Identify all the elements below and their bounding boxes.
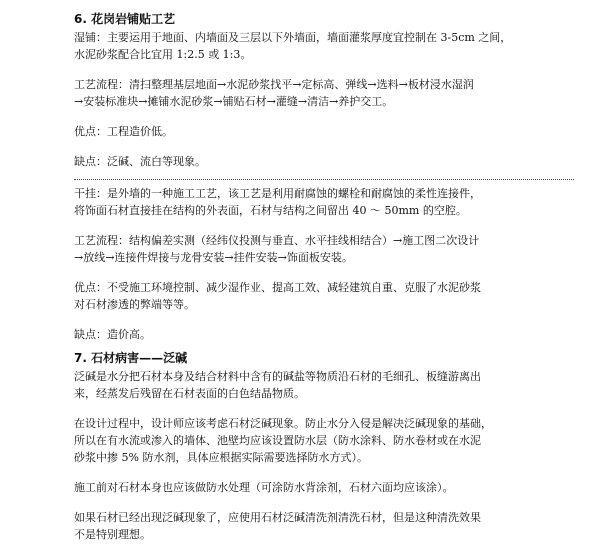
dry-hanging-disadvantages: 缺点：造价高。	[74, 328, 151, 341]
dry-hanging-description: 干挂：是外墙的一种施工工艺，该工艺是利用耐腐蚀的螺栓和耐腐蚀的柔性连接件， 将饰面石材直接挂在结构的外表面，石材与结构之间留出 40 ～ 50mm 的空腔。	[74, 187, 481, 217]
wet-paving-process: 工艺流程：清扫整理基层地面→水泥砂浆找平→定标高、弹线→选料→板材浸水湿润 →安装标准块→摊铺水泥砂浆→铺贴石材→灌缝→清洁→养护交工。	[74, 78, 474, 108]
efflorescence-cleaning-advice: 如果石材已经出现泛碱现象了，应使用石材泛碱清洗剂清洗石材，但是这种清洗效果 不是特别理想。	[74, 511, 481, 541]
wet-paving-advantages: 优点：工程造价低。	[74, 125, 173, 138]
efflorescence-definition: 泛碱是水分把石材本身及结合材料中含有的碱盐等物质沿石材的毛细孔、板缝游离出 来，经蒸发后残留在石材表面的白色结晶物质。	[74, 370, 481, 400]
dry-hanging-process: 工艺流程：结构偏差实测（经纬仪投测与垂直、水平挂线相结合）→施工图二次设计 →放线→连接件焊接与龙骨安装→挂件安装→饰面板安装。	[74, 234, 480, 264]
section-7-heading: 7. 石材病害——泛碱	[74, 351, 188, 365]
section-6-heading: 6. 花岗岩铺贴工艺	[74, 12, 176, 26]
section-divider	[74, 179, 574, 180]
dry-hanging-advantages: 优点：不受施工环境控制、减少湿作业、提高工效、减轻建筑自重、克服了水泥砂浆 对石材渗透的弊端等等。	[74, 281, 481, 311]
document-body	[74, 10, 574, 543]
efflorescence-design-advice: 在设计过程中，设计师应该考虑石材泛碱现象。防止水分入侵是解决泛碱现象的基础， 所以在有水流或渗入的墙体、池壁均应该设置防水层（防水涂料、防水卷材或在水泥 砂浆中掺 5% 防水剂，具体应根据实际需要选择防水方式）。	[74, 417, 492, 464]
efflorescence-construction-advice: 施工前对石材本身也应该做防水处理（可涂防水背涂剂，石材六面均应该涂）。	[74, 481, 454, 494]
wet-paving-description: 湿铺：主要运用于地面、内墙面及三层以下外墙面，墙面灌浆厚度宜控制在 3-5cm 之间， 水泥砂浆配合比宜用 1:2.5 或 1:3。	[74, 31, 512, 61]
wet-paving-disadvantages: 缺点：泛碱、流白等现象。	[74, 155, 206, 168]
